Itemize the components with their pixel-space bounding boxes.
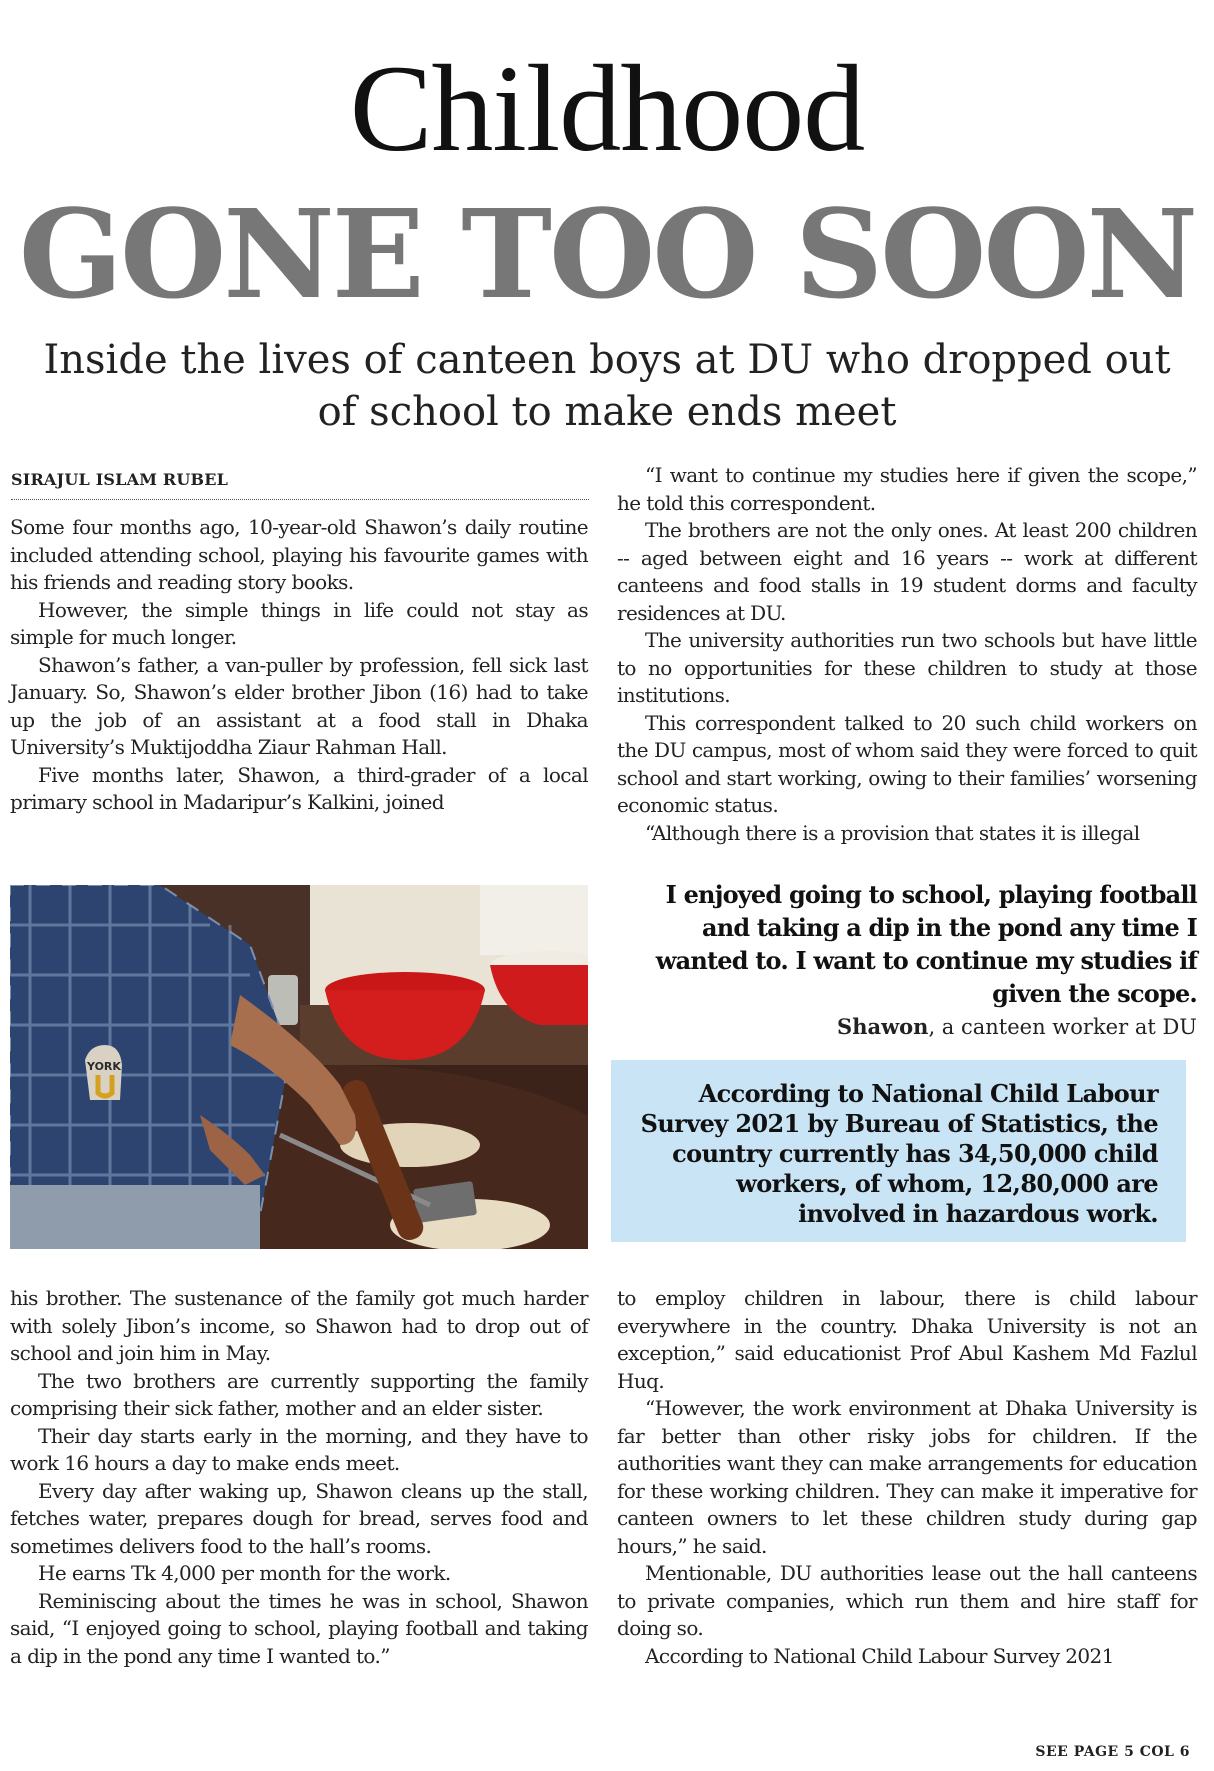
paragraph: Reminiscing about the times he was in school, Shawon said, “I enjoyed going to school, playing football and taking a dip in the pond any time I wanted to.” bbox=[10, 1588, 588, 1668]
paragraph: The brothers are not the only ones. At least 200 children -- aged between eight and 16 years -- work at different canteens and food stalls in 19 student dorms and faculty residences at DU. bbox=[617, 518, 1197, 625]
quote-speaker-role: , a canteen worker at DU bbox=[928, 1015, 1197, 1039]
deck-subtitle: Inside the lives of canteen boys at DU who dropped out of school to make ends meet bbox=[43, 337, 1171, 435]
jump-line: SEE PAGE 5 COL 6 bbox=[1035, 1744, 1190, 1760]
quote-speaker: Shawon bbox=[837, 1014, 929, 1039]
paragraph: Five months later, Shawon, a third-grader of a local primary school in Madaripur’s Kalkini, joined bbox=[10, 762, 588, 814]
paragraph: Shawon’s father, a van-puller by profession, fell sick last January. So, Shawon’s elder brother Jibon (16) had to take up the job of an assistant at a food stall in Dhaka University’s Muktijoddha Ziaur Rahman Hall. bbox=[10, 652, 588, 759]
stat-infobox: According to National Child Labour Survey 2021 by Bureau of Statistics, the country currently has 34,50,000 child workers, of whom, 12,80,000 are involved in hazardous work. bbox=[611, 1060, 1186, 1242]
paragraph: The two brothers are currently supporting the family comprising their sick father, mother and an elder sister. bbox=[10, 1368, 588, 1420]
paragraph: his brother. The sustenance of the family got much harder with solely Jibon’s income, so Shawon had to drop out of school and join him in May. bbox=[10, 1286, 588, 1365]
headline: GONE TOO SOON bbox=[18, 182, 1196, 326]
paragraph: “Although there is a provision that states it is illegal bbox=[645, 820, 1140, 845]
article-column-2 bbox=[617, 462, 1197, 847]
paragraph: The university authorities run two schools but have little to no opportunities for these children to study at those institutions. bbox=[617, 628, 1197, 707]
paragraph: Every day after waking up, Shawon cleans up the stall, fetches water, prepares dough for bread, serves food and sometimes delivers food to the hall’s rooms. bbox=[10, 1478, 588, 1558]
kicker-title: Childhood bbox=[349, 40, 865, 177]
article-column-4 bbox=[617, 1285, 1197, 1670]
paragraph: “I want to continue my studies here if given the scope,” he told this correspondent. bbox=[617, 463, 1197, 515]
paragraph: “However, the work environment at Dhaka University is far better than other risky jobs for children. If the authorities want they can make arrangements for education for these working children. They can make it imperative for canteen owners to let these children study during gap hours,” he said. bbox=[617, 1396, 1197, 1558]
byline: SIRAJUL ISLAM RUBEL bbox=[11, 470, 589, 500]
paragraph: However, the simple things in life could not stay as simple for much longer. bbox=[10, 597, 588, 649]
paragraph: Some four months ago, 10-year-old Shawon’s daily routine included attending school, playing his favourite games with his friends and reading story books. bbox=[10, 515, 588, 594]
article-column-3 bbox=[10, 1285, 588, 1670]
article-column-1 bbox=[10, 514, 588, 817]
jacket-print: YORK bbox=[87, 1060, 121, 1073]
paragraph: to employ children in labour, there is child labour everywhere in the country. Dhaka University is not an exception,” said educationist Prof Abul Kashem Md Fazlul Huq. bbox=[617, 1286, 1197, 1393]
paragraph: He earns Tk 4,000 per month for the work. bbox=[38, 1561, 451, 1585]
paragraph: Their day starts early in the morning, and they have to work 16 hours a day to make ends meet. bbox=[10, 1423, 588, 1475]
paragraph: This correspondent talked to 20 such child workers on the DU campus, most of whom said they were forced to quit school and start working, owing to their families’ worsening economic status. bbox=[617, 710, 1197, 817]
paragraph: According to National Child Labour Survey 2021 bbox=[645, 1643, 1114, 1668]
article-photo bbox=[10, 885, 588, 1249]
pull-quote-attribution bbox=[612, 1013, 1197, 1041]
paragraph: Mentionable, DU authorities lease out the hall canteens to private companies, which run them and hire staff for doing so. bbox=[617, 1561, 1197, 1640]
pull-quote: I enjoyed going to school, playing football and taking a dip in the pond any time I wanted to. I want to continue my studies if given the scope. bbox=[655, 880, 1197, 1008]
